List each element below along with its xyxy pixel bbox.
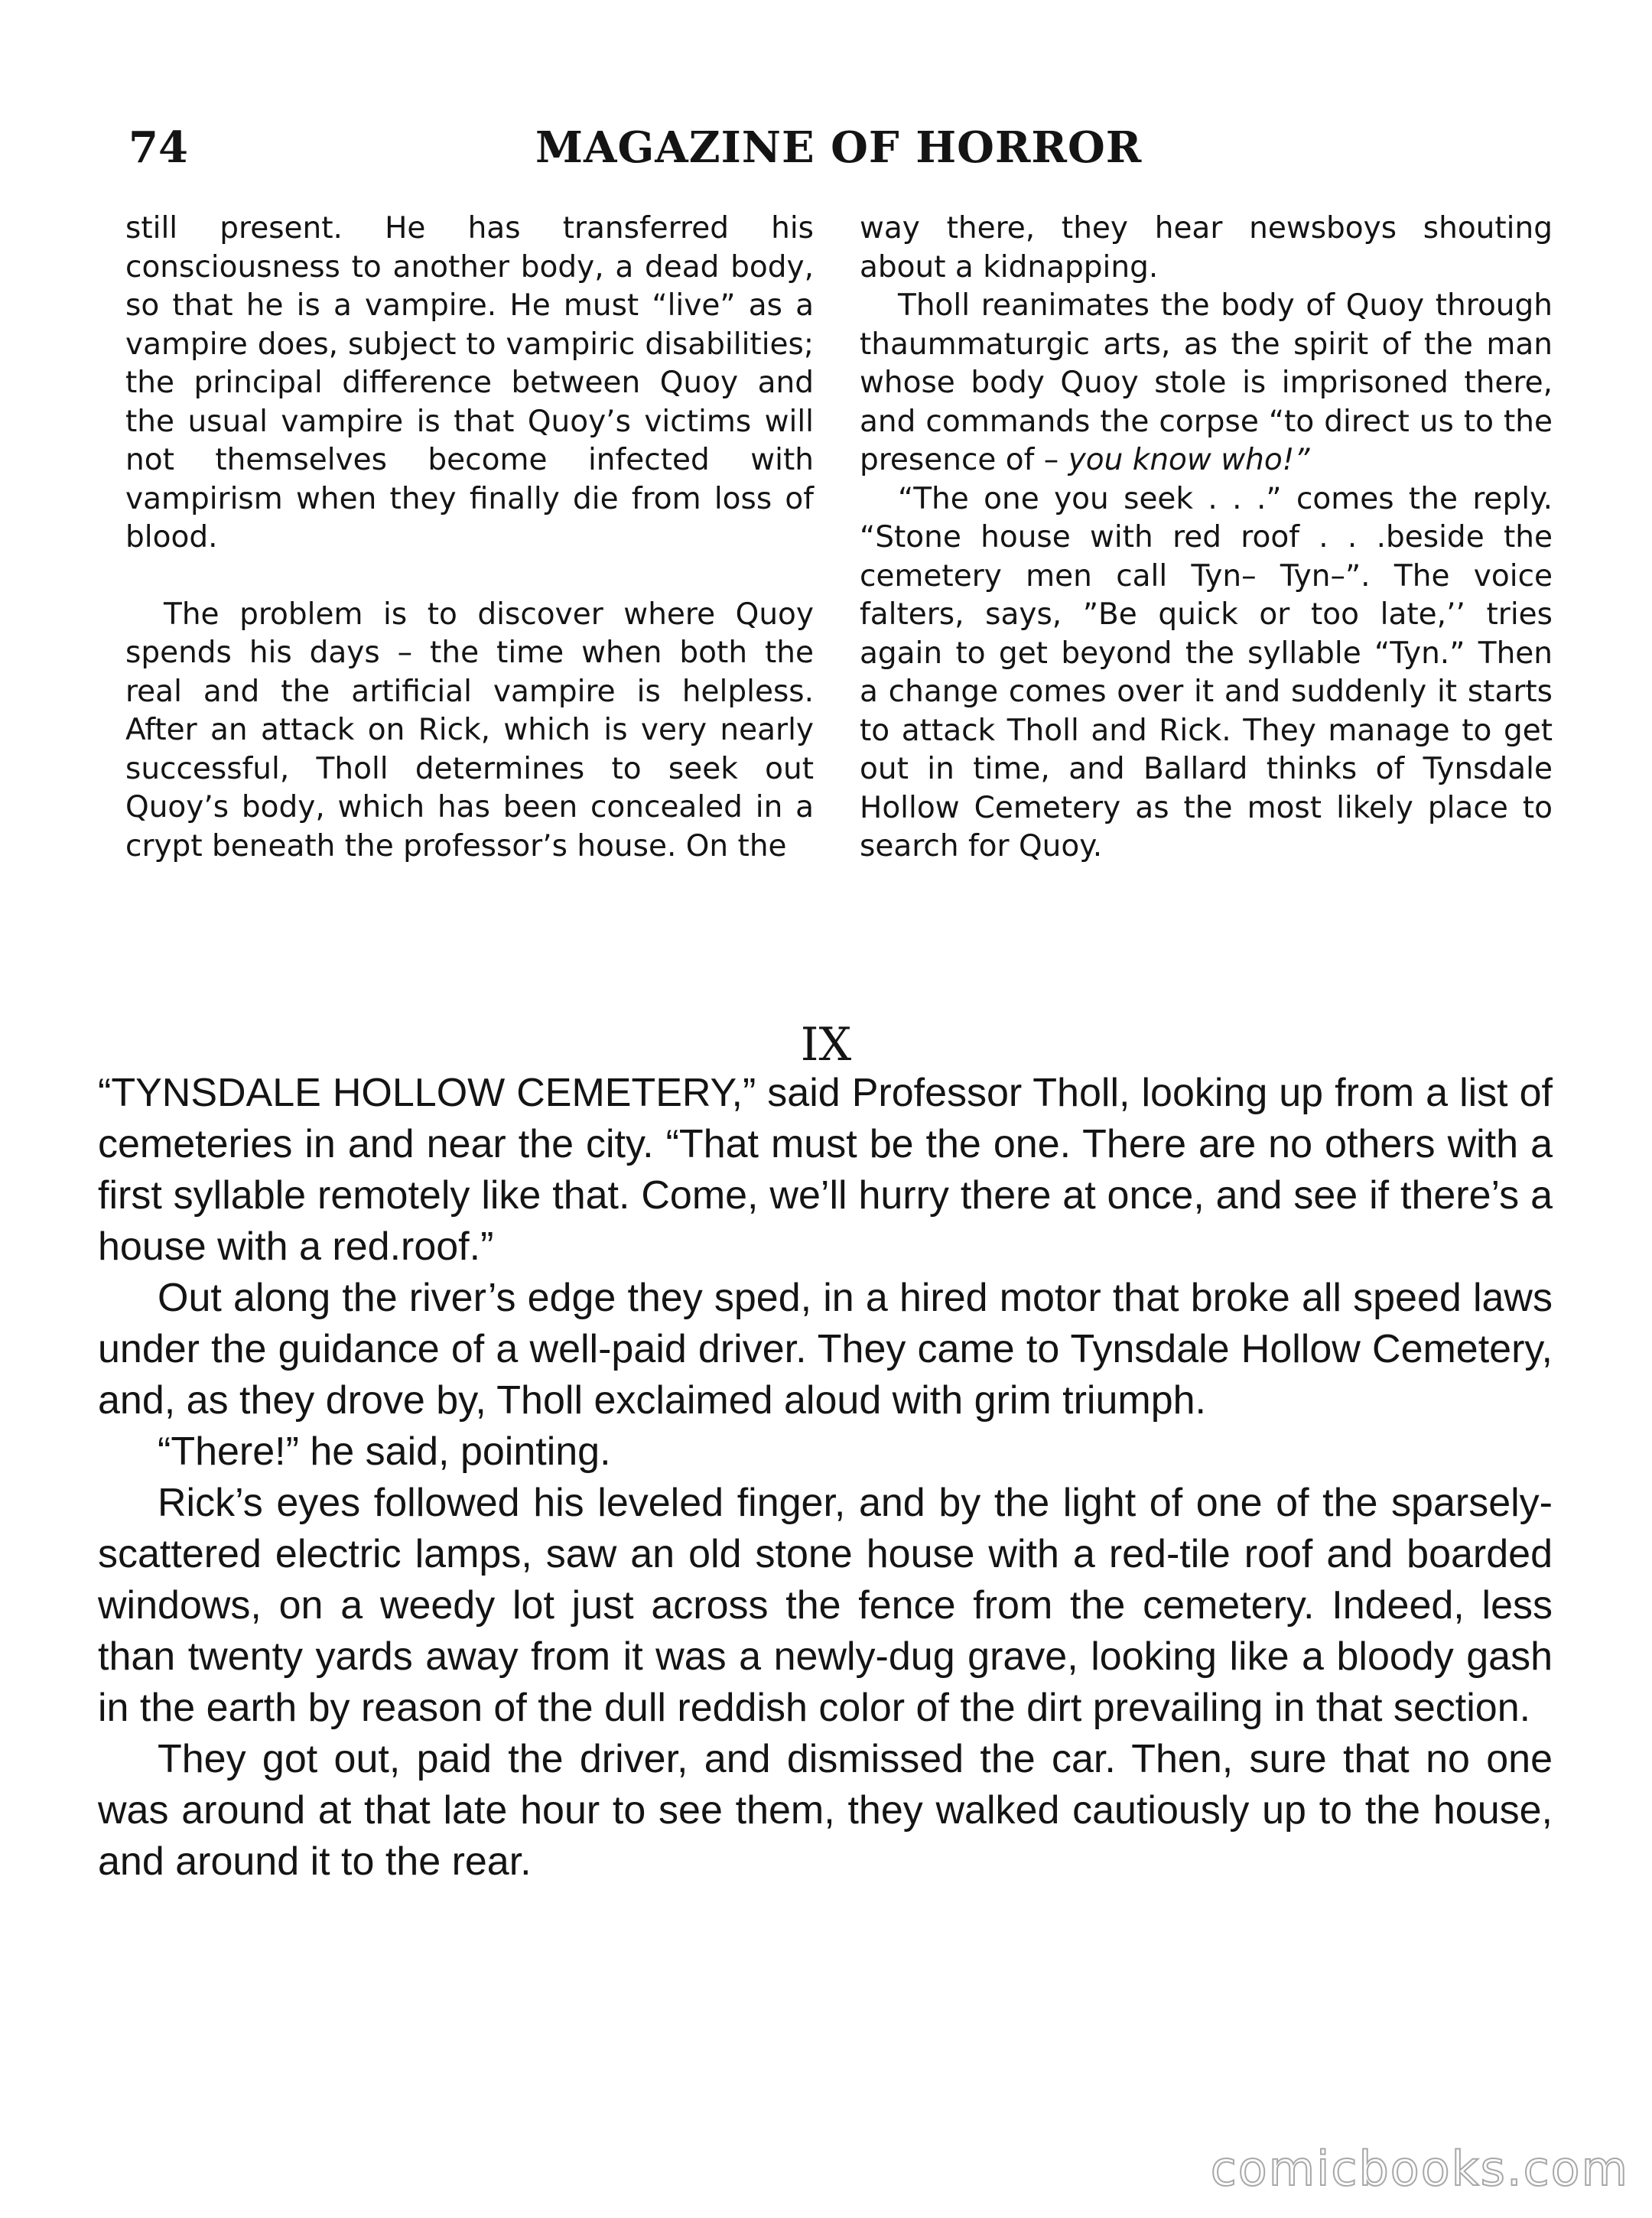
synopsis-left-column <box>125 210 814 866</box>
chapter-number: IX <box>800 1018 852 1072</box>
body-paragraph: They got out, paid the driver, and dismissed the car. Then, sure that no one was around at that late hour to see them, they walked cautiously up to the house, and around it to the rear. <box>98 1737 1553 1884</box>
synopsis-paragraph: way there, they hear newsboys shouting about a kidnapping. <box>860 211 1553 285</box>
synopsis-right-column <box>860 210 1553 867</box>
page-number: 74 <box>128 122 188 173</box>
body-paragraph: Rick’s eyes followed his leveled finger, and by the light of one of the sparsely-scattered electric lamps, saw an old stone house with a red-tile roof and boarded windows, on a weedy lot just across the fence from the cemetery. Indeed, less than twenty yards away from it was a newly-dug grave, looking like a bloody gash in the earth by reason of the dull reddish color of the dirt prevailing in that section. <box>98 1481 1553 1730</box>
synopsis-paragraph: The problem is to discover where Quoy spends his days – the time when both the real and the artificial vampire is helpless. After an attack on Rick, which is very nearly successful, Tholl determines to seek out Quoy’s body, which has been concealed in a crypt beneath the professor’s house. On the <box>125 597 814 863</box>
page-header <box>122 122 1530 184</box>
chapter-body <box>98 1068 1553 1888</box>
synopsis-italic-text: you know who!” <box>1068 443 1310 477</box>
site-watermark: comicbooks.com <box>1210 2141 1629 2197</box>
body-paragraph: “There!” he said, pointing. <box>158 1429 611 1474</box>
synopsis-text: Tholl reanimates the body of Quoy through thaummaturgic arts, as the spirit of the man whose body Quoy stole is imprisoned there, and commands the corpse “to direct us to the presence of – <box>860 288 1553 477</box>
running-head: MAGAZINE OF HORROR <box>535 122 1143 173</box>
synopsis-paragraph <box>860 287 1553 480</box>
synopsis-paragraph: still present. He has transferred his consciousness to another body, a dead body, so that he is a vampire. He must “live” as a vampire does, subject to vampiric disabilities; the principal difference between Quoy and the usual vampire is that Quoy’s victims will not themselves become infected with vampirism when they finally die from loss of blood. <box>125 211 814 554</box>
synopsis-paragraph: “The one you seek . . .” comes the reply. “Stone house with red roof . . .beside the cemetery men call Tyn– Tyn–”. The voice falters, says, ”Be quick or too late,’’ tries again to get beyond the syllable “Tyn.” Then a change comes over it and suddenly it starts to attack Tholl and Rick. They manage to get out in time, and Ballard thinks of Tynsdale Hollow Cemetery as the most likely place to search for Quoy. <box>860 481 1553 863</box>
body-paragraph: Out along the river’s edge they sped, in a hired motor that broke all speed laws under the guidance of a well-paid driver. They came to Tynsdale Hollow Cemetery, and, as they drove by, Tholl exclaimed aloud with grim triumph. <box>98 1276 1553 1423</box>
body-paragraph: “TYNSDALE HOLLOW CEMETERY,” said Professor Tholl, looking up from a list of cemeteries in and near the city. “That must be the one. There are no others with a first syllable remotely like that. Come, we’ll hurry there at once, and see if there’s a house with a red.roof.” <box>98 1071 1553 1269</box>
